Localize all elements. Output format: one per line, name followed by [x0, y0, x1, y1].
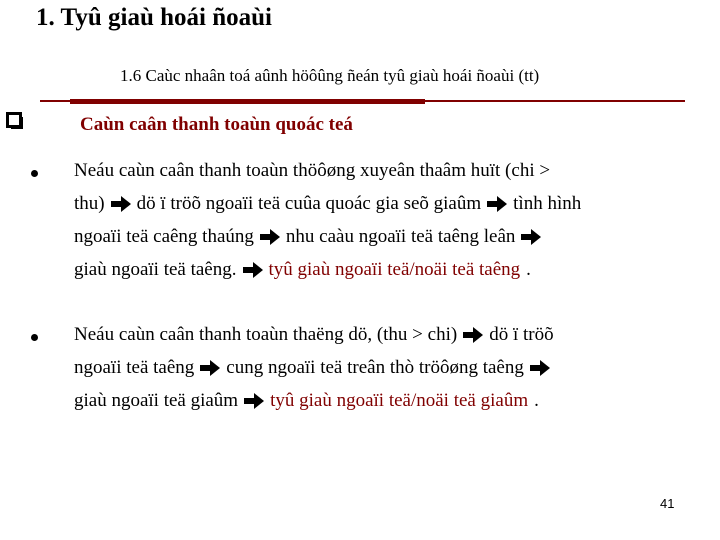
- right-arrow-icon: [463, 327, 483, 343]
- text-span: Neáu caùn caân thanh toaùn thöôøng xuyeân thaâm huït (chi >: [74, 160, 551, 181]
- right-arrow-icon: [111, 196, 131, 212]
- text-line: [74, 187, 692, 220]
- text-span: giaù ngoaïi teä giaûm: [74, 390, 239, 411]
- text-span: .: [534, 390, 539, 411]
- text-span: ngoaïi teä taêng: [74, 357, 195, 378]
- title-divider-accent: [70, 99, 425, 104]
- highlight-span: tyû giaù ngoaïi teä/noäi teä giaûm: [270, 390, 529, 411]
- text-span: tình hình: [513, 193, 582, 214]
- text-span: ngoaïi teä caêng thaúng: [74, 226, 254, 247]
- text-span: nhu caàu ngoaïi teä taêng leân: [285, 226, 516, 247]
- right-arrow-icon: [243, 262, 263, 278]
- highlight-span: tyû giaù ngoaïi teä/noäi teä taêng: [268, 259, 521, 280]
- text-span: giaù ngoaïi teä taêng.: [74, 259, 237, 280]
- text-line: [74, 384, 692, 417]
- slide-title: 1. Tyû giaù hoái ñoaùi: [36, 4, 272, 31]
- bullet-dot: [31, 170, 38, 177]
- square-checkbox-icon: [6, 112, 24, 130]
- right-arrow-icon: [487, 196, 507, 212]
- right-arrow-icon: [244, 393, 264, 409]
- right-arrow-icon: [200, 360, 220, 376]
- slide-subtitle: 1.6 Caùc nhaân toá aûnh höôûng ñeán tyû giaù hoái ñoaùi (tt): [120, 66, 540, 85]
- paragraph-surplus: [74, 318, 692, 417]
- right-arrow-icon: [260, 229, 280, 245]
- text-span: Neáu caùn caân thanh toaùn thaëng dö, (thu > chi): [74, 324, 458, 345]
- right-arrow-icon: [530, 360, 550, 376]
- text-line: [74, 220, 692, 253]
- paragraph-deficit: [74, 154, 692, 286]
- text-span: thu): [74, 193, 105, 214]
- page-number: 41: [660, 496, 675, 511]
- right-arrow-icon: [521, 229, 541, 245]
- section-heading: Caùn caân thanh toaùn quoác teá: [80, 114, 353, 135]
- text-line: [74, 253, 692, 286]
- text-span: dö ï tröõ: [489, 324, 554, 345]
- text-line: [74, 318, 692, 351]
- text-span: dö ï tröõ ngoaïi teä cuûa quoác gia seõ giaûm: [136, 193, 482, 214]
- bullet-dot: [31, 334, 38, 341]
- text-line: [74, 351, 692, 384]
- text-line: [74, 154, 692, 187]
- text-span: .: [526, 259, 531, 280]
- text-span: cung ngoaïi teä treân thò tröôøng taêng: [226, 357, 524, 378]
